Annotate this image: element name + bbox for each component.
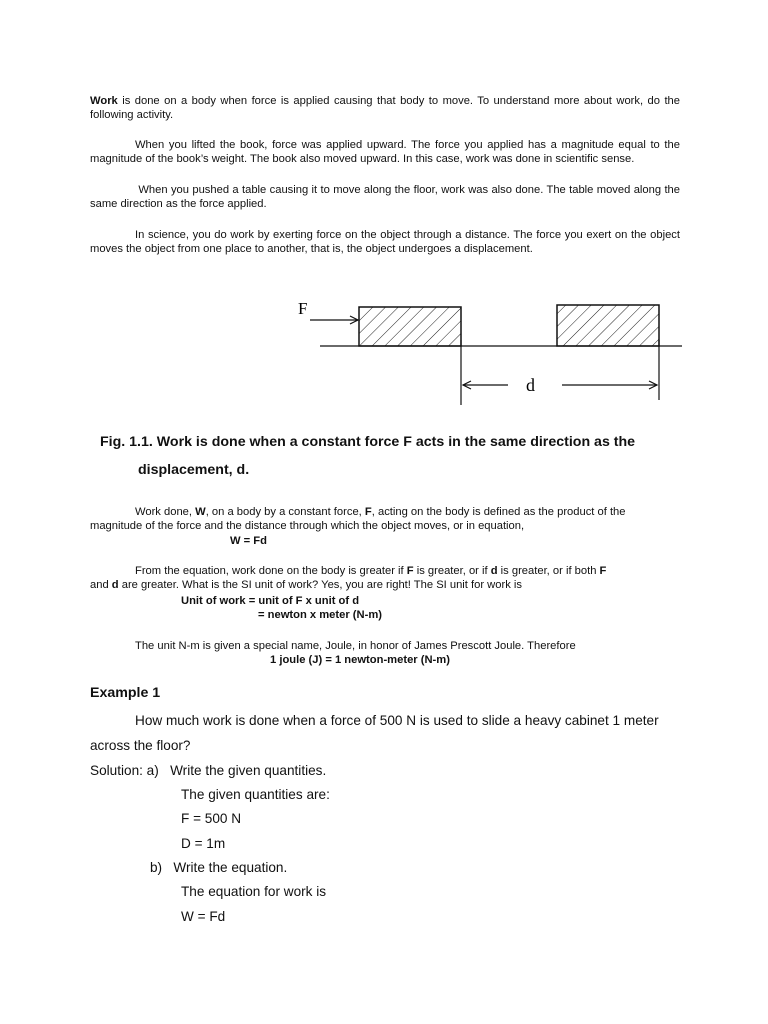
example-equation: W = Fd bbox=[181, 909, 226, 924]
eq-text-5: are greater. What is the SI unit of work? Yes, you are right! The SI unit for work is bbox=[118, 579, 522, 592]
unit-line-2: = newton x meter (N-m) bbox=[258, 609, 383, 621]
distance-label: d bbox=[526, 375, 535, 395]
example-heading: Example 1 bbox=[90, 685, 161, 701]
unit-line-1: Unit of work = unit of F x unit of d bbox=[181, 595, 360, 607]
eq-d2: d bbox=[111, 579, 119, 592]
eq-text-3: is greater, or if both bbox=[497, 565, 600, 577]
definition-f: F bbox=[364, 506, 372, 518]
block-final bbox=[557, 305, 659, 346]
table-paragraph bbox=[90, 183, 680, 212]
eq-text-4: and bbox=[90, 579, 112, 592]
intro-text: is done on a body when force is applied causing that body to move. To understand more about work, do the following activity. bbox=[90, 95, 680, 122]
book-text: When you lifted the book, force was applied upward. The force you applied has a magnitude equal to the magnitude of the book’s weight. The book also moved upward. In this case, work was done in scientific sense. bbox=[90, 139, 680, 166]
definition-equation: W = Fd bbox=[230, 535, 267, 547]
caption-line-2: displacement, d. bbox=[138, 462, 250, 478]
given-force: F = 500 N bbox=[181, 811, 242, 826]
example-question-line-1: How much work is done when a force of 500 N is used to slide a heavy cabinet 1 meter bbox=[135, 713, 659, 728]
definition-text-2: , on a body by a constant force, bbox=[205, 506, 365, 518]
given-distance: D = 1m bbox=[181, 836, 226, 851]
intro-term: Work bbox=[90, 95, 118, 107]
caption-line-1: Fig. 1.1. Work is done when a constant force F acts in the same direction as the bbox=[100, 434, 636, 450]
table-text: When you pushed a table causing it to move along the floor, work was also done. The table moved along the same direction as the force applied. bbox=[90, 184, 680, 211]
definition-text-3: , acting on the body is defined as the product of the magnitude of the force and the distance through which the object moves, or in equation, bbox=[90, 506, 626, 533]
definition-w: W bbox=[195, 506, 206, 518]
eq-text-1: From the equation, work done on the body is greater if bbox=[135, 565, 407, 577]
definition-paragraph bbox=[90, 505, 680, 534]
definition-text-1: Work done, bbox=[135, 506, 196, 518]
figure-caption bbox=[100, 428, 690, 484]
equation-paragraph bbox=[90, 564, 680, 593]
eq-text-2: is greater, or if bbox=[413, 565, 491, 577]
eq-f1: F bbox=[406, 565, 414, 577]
joule-text: The unit N-m is given a special name, Joule, in honor of James Prescott Joule. Therefore bbox=[135, 640, 576, 652]
eq-d1: d bbox=[490, 565, 498, 577]
solution-step-a: Solution: a) Write the given quantities. bbox=[90, 763, 327, 778]
science-text: In science, you do work by exerting force on the object through a distance. The force you exert on the object moves the object from one place to another, that is, the object undergoes a displacement. bbox=[90, 229, 680, 256]
block-initial bbox=[359, 307, 461, 346]
joule-equation: 1 joule (J) = 1 newton-meter (N-m) bbox=[270, 654, 450, 666]
eq-f2: F bbox=[599, 565, 607, 577]
work-displacement-figure bbox=[280, 285, 690, 410]
intro-paragraph bbox=[90, 94, 680, 123]
given-header: The given quantities are: bbox=[181, 787, 330, 802]
science-paragraph bbox=[90, 228, 680, 257]
solution-step-b: b) Write the equation. bbox=[150, 860, 288, 875]
force-label: F bbox=[298, 299, 308, 318]
joule-paragraph bbox=[90, 639, 680, 653]
book-paragraph bbox=[90, 138, 680, 167]
example-question-line-2: across the floor? bbox=[90, 738, 191, 753]
equation-header: The equation for work is bbox=[181, 884, 327, 899]
